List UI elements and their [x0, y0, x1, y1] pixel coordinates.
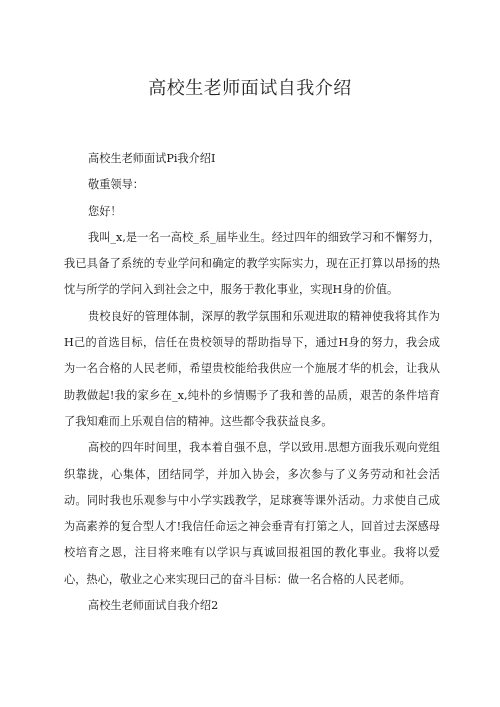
paragraph-salutation: 敬重领导： — [88, 178, 144, 192]
document-body — [64, 146, 440, 619]
document-title: 高校生老师面试自我介绍 — [148, 78, 352, 99]
paragraph-section-heading-2: 高校生老师面试自我介绍2 — [88, 599, 219, 613]
paragraph-school-choice: 贵校良好的管理体制，深厚的教学氛围和乐观进取的精神使我将其作为H己的首选目标，信任在贵校领导的帮助指导下，通过H身的努力，我会成为一名合格的人民老师，希望贵校能给我供应一个施展才华的机会，让我从助教做起!我的家乡在_x,纯朴的乡情赐予了我和善的品质，艰苦的条件培育了我知难而上乐观自信的精神。这些都令我获益良多。 — [64, 309, 440, 428]
paragraph-greeting: 您好！ — [88, 204, 122, 218]
paragraph-introduction: 我叫_x,是一名一高校_系_届毕业生。经过四年的细致学习和不懈努力，我已具备了系统的专业学问和确定的教学实际实力，现在正打算以昂扬的热忱与所学的学问入到社会之中，服务于教化事业，实现H身的价值。 — [64, 230, 440, 297]
paragraph-subtitle: 高校生老师面试Pi我介绍I — [88, 152, 216, 165]
paragraph-university-years: 高校的四年时间里，我本着自强不息，学以致用.思想方面我乐观向党组织靠拢，心集体，团结同学，并加入协会，多次参与了义务劳动和社会活动。同时我也乐观参与中小学实践教学，足球赛等课外活动。力求使自己成为高素养的复合型人才!我信任命运之神会垂青有打第之人，回首过去深感母校培育之恩，注目将来唯有以学识与真诚回报祖国的教化事业。我将以爱心，热心，敬业之心来实现曰己的奋斗目标：做一名合格的人民老师。 — [64, 441, 440, 586]
